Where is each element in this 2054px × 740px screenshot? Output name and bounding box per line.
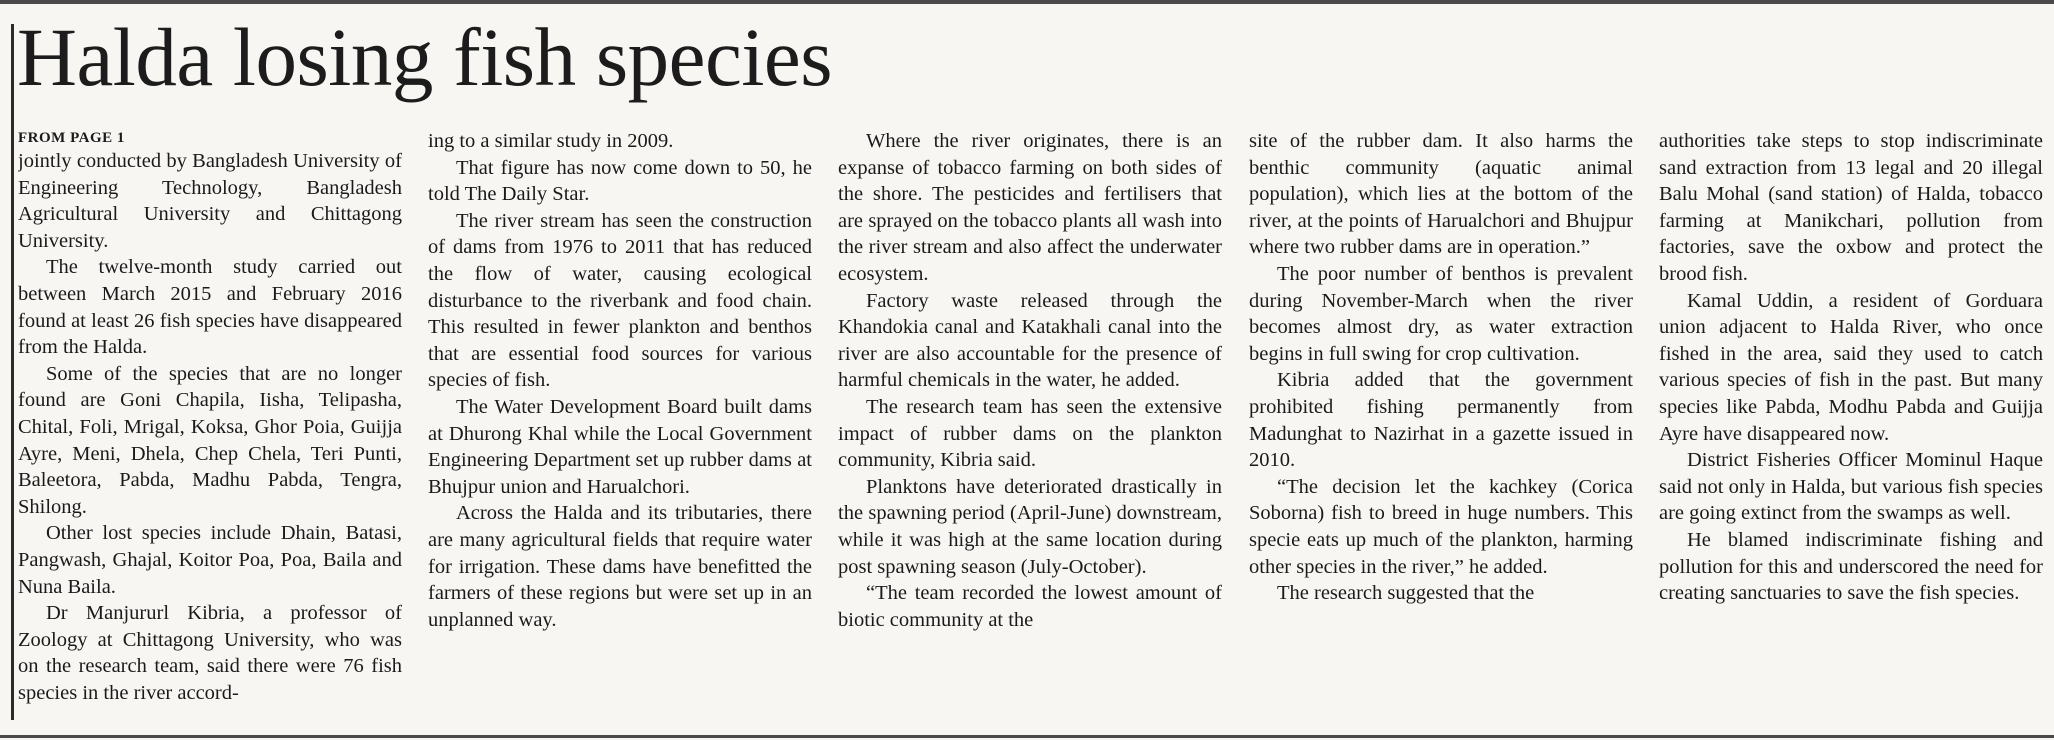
paragraph: The poor number of benthos is prevalent during November-March when the river becomes almost dry, as water extraction begins in full swing for crop cultivation. xyxy=(1249,262,1633,365)
bottom-rule xyxy=(0,735,2054,738)
paragraph: “The decision let the kachkey (Corica Soborna) fish to breed in huge numbers. This specie eats up much of the plankton, harming other species in the river,” he added. xyxy=(1249,475,1633,578)
column-3 xyxy=(838,128,1222,728)
paragraph: Some of the species that are no longer found are Goni Chapila, Iisha, Telipasha, Chital, Foli, Mrigal, Koksa, Ghor Poia, Guijja Ayre, Meni, Dhela, Chep Chela, Teri Punti, Baleetora, Pabda, Madhu Pabda, Tengra, Shilong. xyxy=(18,362,402,518)
paragraph: The Water Development Board built dams at Dhurong Khal while the Local Government Engineering Department set up rubber dams at Bhujpur union and Harualchori. xyxy=(428,395,812,498)
column-1 xyxy=(18,128,402,728)
paragraph: District Fisheries Officer Mominul Haque said not only in Halda, but various fish species are going extinct from the swamps as well. xyxy=(1659,449,2043,525)
paragraph: The river stream has seen the construction of dams from 1976 to 2011 that has reduced the flow of water, causing ecological disturbance to the riverbank and food chain. This resulted in fewer plankton and benthos that are essential food sources for various species of fish. xyxy=(428,209,812,392)
paragraph: “The team recorded the lowest amount of biotic community at the xyxy=(838,582,1222,631)
paragraph: site of the rubber dam. It also harms the benthic community (aquatic animal population), which lies at the bottom of the river, at the points of Harualchori and Bhujpur where two rubber dams are in operation.” xyxy=(1249,130,1633,259)
paragraph: Kibria added that the government prohibited fishing permanently from Madunghat to Nazirhat in a gazette issued in 2010. xyxy=(1249,369,1633,472)
paragraph: Planktons have deteriorated drastically in the spawning period (April-June) downstream, while it was high at the same location during post spawning season (July-October). xyxy=(838,475,1222,578)
article-body xyxy=(18,128,2043,728)
paragraph: The research suggested that the xyxy=(1277,582,1535,605)
top-rule xyxy=(0,0,2054,4)
column-4 xyxy=(1249,128,1633,728)
column-2 xyxy=(428,128,812,728)
left-rule xyxy=(11,24,14,720)
paragraph: Kamal Uddin, a resident of Gorduara union adjacent to Halda River, who once fished in the area, said they used to catch various species of fish in the past. But many species like Pabda, Modhu Pabda and Guijja Ayre have disappeared now. xyxy=(1659,289,2043,445)
paragraph: Where the river originates, there is an expanse of tobacco farming on both sides of the shore. The pesticides and fertilisers that are sprayed on the tobacco plants all wash into the river stream and also affect the underwater ecosystem. xyxy=(838,130,1222,285)
paragraph: Other lost species include Dhain, Batasi, Pangwash, Ghajal, Koitor Poa, Poa, Baila and Nuna Baila. xyxy=(18,522,402,598)
paragraph: Across the Halda and its tributaries, there are many agricultural fields that require water for irrigation. These dams have benefitted the farmers of these regions but were set up in an unplanned way. xyxy=(428,502,812,631)
kicker: FROM PAGE 1 xyxy=(18,130,125,146)
paragraph: ing to a similar study in 2009. xyxy=(428,130,674,152)
paragraph: He blamed indiscriminate fishing and pollution for this and underscored the need for creating sanctuaries to save the fish species. xyxy=(1659,528,2043,605)
paragraph: Factory waste released through the Khandokia canal and Katakhali canal into the river are also accountable for the presence of harmful chemicals in the water, he added. xyxy=(838,289,1222,392)
paragraph: Dr Manjururl Kibria, a professor of Zoology at Chittagong University, who was on the research team, said there were 76 fish species in the river accord- xyxy=(18,602,402,704)
paragraph: That figure has now come down to 50, he told The Daily Star. xyxy=(428,156,812,206)
column-5 xyxy=(1659,128,2043,728)
paragraph: The research team has seen the extensive impact of rubber dams on the plankton community, Kibria said. xyxy=(838,395,1222,472)
paragraph: The twelve-month study carried out between March 2015 and February 2016 found at least 26 fish species have disappeared from the Halda. xyxy=(18,256,402,359)
paragraph: authorities take steps to stop indiscriminate sand extraction from 13 legal and 20 illegal Balu Mohal (sand station) of Halda, tobacco farming at Manikchari, pollution from factories, save the oxbow and protect the brood fish. xyxy=(1659,130,2043,285)
paragraph: jointly conducted by Bangladesh University of Engineering Technology, Bangladesh Agricultural University and Chittagong University. xyxy=(18,150,402,252)
headline: Halda losing fish species xyxy=(17,11,833,103)
